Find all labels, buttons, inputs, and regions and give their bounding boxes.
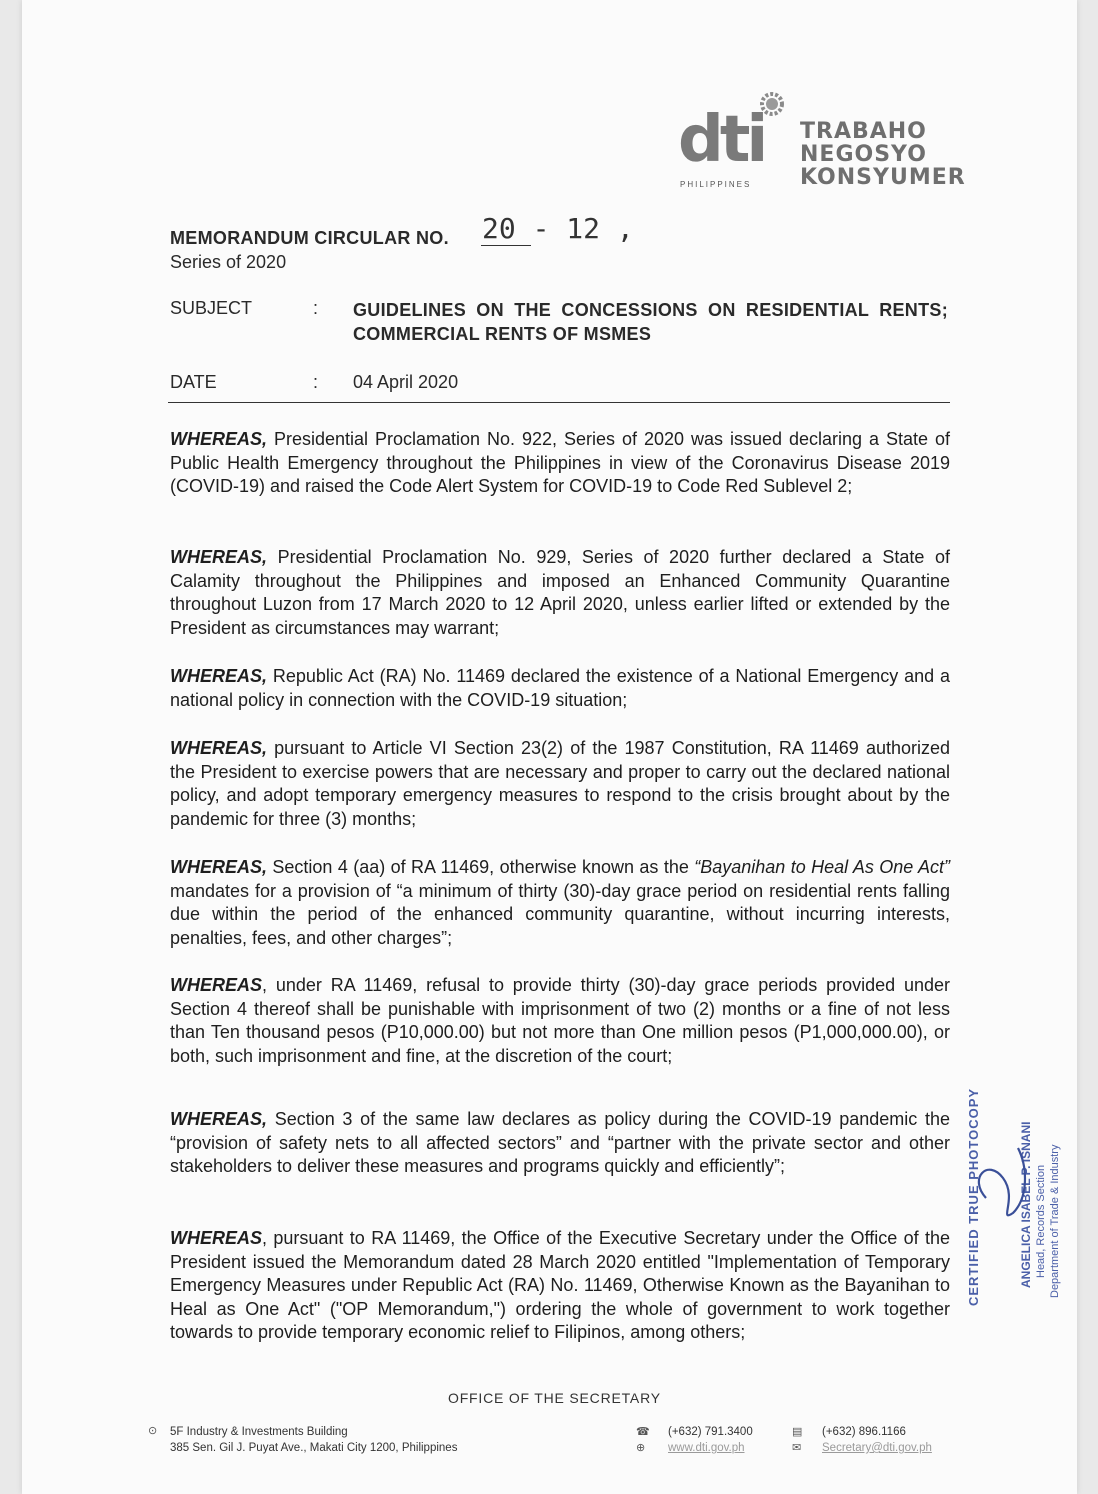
dti-logo-mark: dti (678, 103, 765, 177)
email-link[interactable]: Secretary@dti.gov.ph (822, 1442, 932, 1454)
whereas-lead: WHEREAS, (170, 429, 268, 449)
fax-icon: ▤ (792, 1426, 803, 1438)
whereas-paragraph (170, 665, 950, 712)
whereas-lead: WHEREAS, (170, 666, 268, 686)
memo-series: Series of 2020 (170, 252, 287, 272)
whereas-lead: WHEREAS, (170, 857, 268, 877)
stamp-name: ANGELICA ISABEL P. ISNANI (1019, 1121, 1033, 1288)
paragraph-text: Presidential Proclamation No. 922, Series of 2020 was issued declaring a State of Public Health Emergency throughout the Philippines in view of the Coronavirus Disease 2019 (COVID-19) and raised the Code Alert System for COVID-19 to Code Red Sublevel 2; (170, 429, 950, 496)
stamp-department: Department of Trade & Industry (1049, 1144, 1061, 1298)
office-label: OFFICE OF THE SECRETARY (448, 1390, 661, 1406)
paragraph-text: Section 3 of the same law declares as policy during the COVID-19 pandemic the “provision of safety nets to all affected sectors” and “partner with the private sector and other stakeholders to deliver these measures and programs quickly and efficiently”; (170, 1109, 950, 1176)
address-line-1: 5F Industry & Investments Building (170, 1426, 348, 1438)
whereas-paragraph (170, 1227, 950, 1345)
whereas-lead: WHEREAS, (170, 547, 268, 567)
footer-contact-2 (822, 1424, 932, 1456)
whereas-lead: WHEREAS (170, 1228, 263, 1248)
globe-icon: ⊕ (636, 1442, 646, 1454)
header-divider (168, 402, 950, 403)
whereas-paragraph (170, 1108, 950, 1179)
paragraph-text: pursuant to Article VI Section 23(2) of the 1987 Constitution, RA 11469 authorized the President to exercise powers that are necessary and proper to carry out the declared national policy, and adopt temporary emergency measures to respond to the crisis brought about by the pandemic for three (3) months; (170, 738, 950, 829)
subject-value: GUIDELINES ON THE CONCESSIONS ON RESIDENTIAL RENTS; COMMERCIAL RENTS OF MSMES (353, 300, 948, 344)
whereas-paragraph (170, 974, 950, 1068)
whereas-paragraph (170, 856, 950, 950)
paragraph-text: Republic Act (RA) No. 11469 declared the existence of a National Emergency and a national policy in connection with the COVID-19 situation; (170, 666, 950, 710)
phone-icon: ☎ (636, 1426, 650, 1438)
subject-colon: : (313, 298, 319, 318)
email-icon: ✉ (792, 1442, 802, 1454)
memo-number-underline (481, 245, 531, 246)
location-pin-icon: ⊙ (148, 1425, 158, 1437)
gear-icon (758, 90, 786, 118)
tagline-trabaho: TRABAHO (800, 119, 927, 144)
date-value: 04 April 2020 (353, 372, 459, 392)
paragraph-text: , pursuant to RA 11469, the Office of the Executive Secretary under the Office of the President issued the Memorandum dated 28 March 2020 entitled "Implementation of Temporary Emergency Measures under Republic Act (RA) No. 11469, Otherwise Known as the Bayanihan to Heal as One Act" ("OP Memorandum,") ordering the whole of government to work together towards to provide temporary economic relief to Filipinos, among others; (170, 1228, 950, 1342)
stamp-position: Head, Records Section (1035, 1164, 1047, 1278)
memo-number-year: 20 (482, 212, 516, 245)
paragraph-text: , under RA 11469, refusal to provide thirty (30)-day grace periods provided under Section 4 thereof shall be punishable with imprisonment of two (2) months or a fine of not less than Ten thousand pesos (P10,000.00) but not more than One million pesos (P1,000,000.00), or both, such imprisonment and fine, at the discretion of the court; (170, 975, 950, 1066)
paragraph-text: Presidential Proclamation No. 929, Series of 2020 further declared a State of Calamity throughout the Philippines and imposed an Enhanced Community Quarantine throughout Luzon from 17 March 2020 to 12 April 2020, unless earlier lifted or extended by the President as circumstances may warrant; (170, 547, 950, 638)
phone-number: (+632) 791.3400 (668, 1426, 753, 1438)
whereas-paragraph (170, 737, 950, 831)
whereas-lead: WHEREAS, (170, 1109, 268, 1129)
stamp-certified-text: CERTIFIED TRUE PHOTOCOPY (966, 1087, 981, 1306)
certified-true-copy-stamp (958, 1048, 1078, 1318)
act-title: “Bayanihan to Heal As One Act” (694, 857, 951, 877)
fax-number: (+632) 896.1166 (822, 1426, 906, 1438)
dti-logo (678, 90, 1008, 200)
dti-country-label: PHILIPPINES (680, 180, 752, 189)
tagline-konsyumer: KONSYUMER (800, 165, 966, 190)
footer-address (170, 1424, 457, 1456)
whereas-lead: WHEREAS, (170, 738, 268, 758)
memo-title: MEMORANDUM CIRCULAR NO. (170, 228, 449, 248)
whereas-paragraph (170, 428, 950, 499)
address-line-2: 385 Sen. Gil J. Puyat Ave., Makati City 1200, Philippines (170, 1442, 458, 1454)
paragraph-text: mandates for a provision of “a minimum of thirty (30)-day grace period on residential rents falling due within the period of the enhanced community quarantine, without incurring interests, penalties, fees, and other charges”; (170, 880, 950, 948)
tagline (800, 120, 966, 189)
whereas-paragraph (170, 546, 950, 640)
date-colon: : (313, 372, 319, 392)
memo-number (482, 212, 634, 245)
date-label: DATE (170, 372, 217, 392)
memo-number-seq: - 12 , (532, 212, 634, 245)
footer-contact-1 (668, 1424, 753, 1456)
tagline-negosyo: NEGOSYO (800, 142, 927, 167)
whereas-lead: WHEREAS (170, 975, 263, 995)
website-link[interactable]: www.dti.gov.ph (668, 1442, 745, 1454)
paragraph-text: Section 4 (aa) of RA 11469, otherwise known as the (267, 857, 695, 877)
subject-label: SUBJECT (170, 298, 253, 318)
